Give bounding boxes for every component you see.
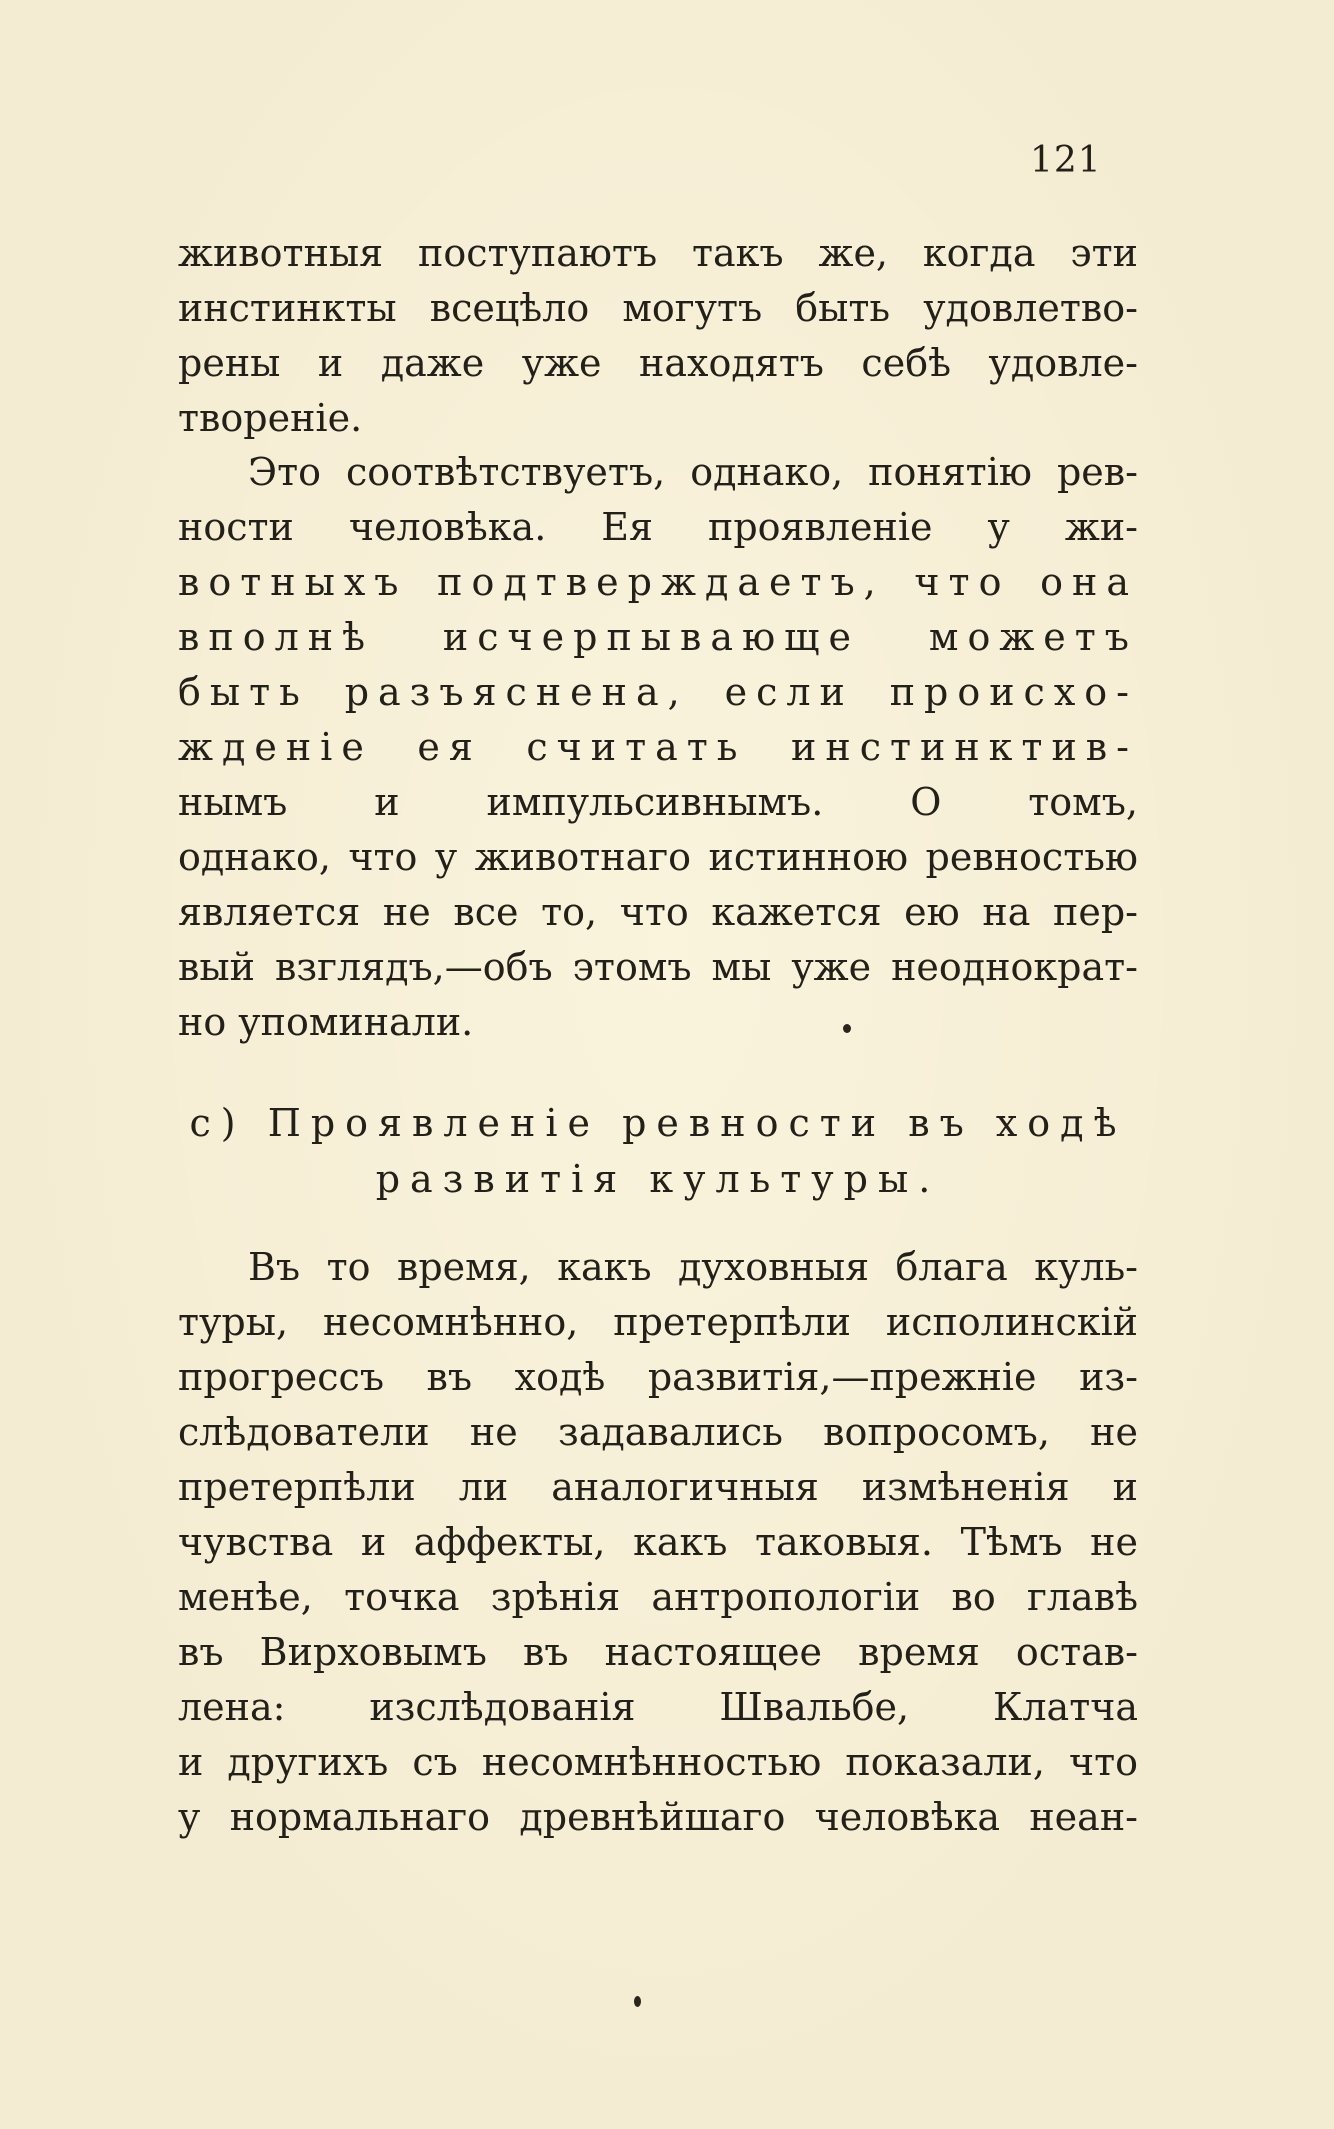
text-line: нымъ и импульсивнымъ. О томъ, (178, 780, 1138, 824)
text-line: рены и даже уже находятъ себѣ удовле- (178, 341, 1138, 385)
text-line: однако, что у животнаго истинною ревностью (178, 835, 1138, 879)
paragraph-1 (178, 226, 1138, 446)
paragraph-3 (178, 1240, 1138, 1845)
text-line: туры, несомнѣнно, претерпѣли исполинскій (178, 1300, 1138, 1344)
section-heading: c) Проявленіе ревности въ ходѣ (189, 1101, 1127, 1145)
text-line: вый взглядъ,—объ этомъ мы уже неоднократ- (178, 945, 1138, 989)
text-line: претерпѣли ли аналогичныя измѣненія и (178, 1465, 1138, 1509)
ink-speck (843, 1024, 851, 1033)
paragraph-2 (178, 445, 1138, 1050)
section-heading-continued: развитія культуры. (375, 1157, 941, 1201)
text-line: и другихъ съ несомнѣнностью показали, что (178, 1740, 1138, 1784)
text-line: менѣе, точка зрѣнія антропологіи во главѣ (178, 1575, 1138, 1619)
text-line: прогрессъ въ ходѣ развитія,—прежніе из- (178, 1355, 1138, 1399)
text-line: быть разъяснена, если происхо- (178, 670, 1138, 714)
text-line: животныя поступаютъ такъ же, когда эти (178, 231, 1138, 275)
page-number: 121 (1030, 140, 1102, 181)
text-line: въ Вирховымъ въ настоящее время остав- (178, 1630, 1138, 1674)
text-line: инстинкты всецѣло могутъ быть удовлетво- (178, 286, 1138, 330)
text-line: вполнѣ исчерпывающе можетъ (178, 615, 1138, 659)
text-line: лена: изслѣдованія Швальбе, Клатча (178, 1685, 1138, 1729)
text-line: жденіе ея считать инстинктив- (178, 725, 1138, 769)
text-line: но упоминали. (178, 1000, 474, 1044)
text-line: чувства и аффекты, какъ таковыя. Тѣмъ не (178, 1520, 1138, 1564)
text-line: Это соотвѣтствуетъ, однако, понятію рев- (248, 450, 1138, 494)
text-line: вотныхъ подтверждаетъ, что она (178, 560, 1138, 604)
text-line: твореніе. (178, 396, 363, 440)
text-line: слѣдователи не задавались вопросомъ, не (178, 1410, 1138, 1454)
text-line: является не все то, что кажется ею на пер- (178, 890, 1138, 934)
ink-speck (634, 1996, 641, 2007)
text-line: у нормальнаго древнѣйшаго человѣка неан- (178, 1795, 1138, 1839)
text-line: ности человѣка. Ея проявленіе у жи- (178, 505, 1138, 549)
text-line: Въ то время, какъ духовныя блага куль- (248, 1245, 1138, 1289)
